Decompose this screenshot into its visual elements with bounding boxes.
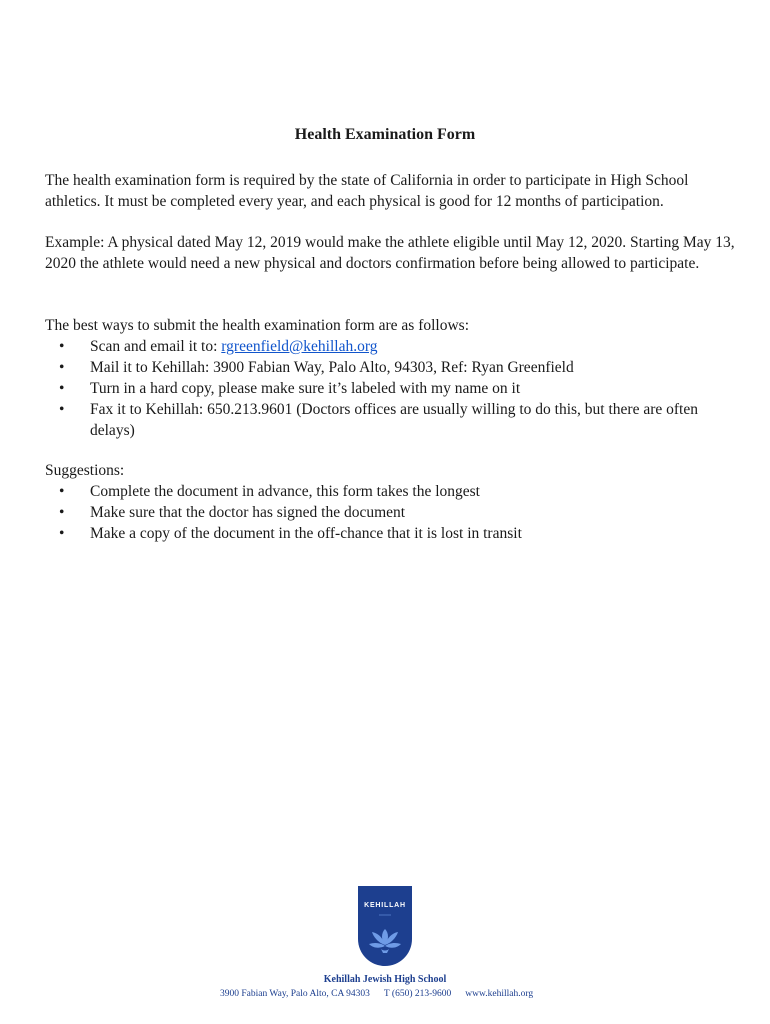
suggestions-heading: Suggestions:: [45, 462, 125, 479]
footer-contact: [220, 989, 533, 999]
logo-text: KEHILLAH: [364, 902, 406, 909]
bullet-icon: •: [59, 401, 65, 418]
suggestions-section: [45, 460, 735, 544]
submit-list: [45, 336, 735, 441]
footer-address: 3900 Fabian Way, Palo Alto, CA 94303: [220, 989, 370, 999]
list-item: [45, 523, 735, 544]
footer-website[interactable]: www.kehillah.org: [465, 989, 534, 999]
list-item-text: Complete the document in advance, this form takes the longest: [90, 483, 480, 500]
bullet-icon: •: [59, 525, 65, 542]
school-name: Kehillah Jewish High School: [323, 974, 447, 985]
bullet-icon: •: [59, 504, 65, 521]
footer-phone: T (650) 213-9600: [383, 989, 452, 999]
list-item: [45, 481, 735, 502]
list-item: [45, 502, 735, 523]
list-item-text: Make a copy of the document in the off-chance that it is lost in transit: [90, 525, 522, 542]
bullet-icon: •: [59, 380, 65, 397]
list-item-text: Make sure that the doctor has signed the document: [90, 504, 406, 521]
email-link[interactable]: rgreenfield@kehillah.org: [221, 338, 378, 355]
list-item-text: Fax it to Kehillah: 650.213.9601 (Doctors offices are usually willing to do this, but there are often delays): [90, 401, 698, 439]
list-item: [45, 378, 735, 399]
bullet-icon: •: [59, 338, 65, 355]
submit-heading: The best ways to submit the health examination form are as follows:: [45, 317, 469, 334]
page-title: Health Examination Form: [294, 126, 476, 143]
list-item: [45, 399, 735, 441]
suggestions-list: [45, 481, 735, 544]
list-item-text: Scan and email it to:: [90, 338, 222, 355]
example-paragraph: Example: A physical dated May 12, 2019 would make the athlete eligible until May 12, 2020. Starting May 13, 2020 the athlete would need a new physical and doctors confirmation before being allowed to participate.: [45, 234, 735, 272]
intro-paragraph: The health examination form is required by the state of California in order to participate in High School athletics. It must be completed every year, and each physical is good for 12 months of participation.: [45, 172, 689, 210]
kehillah-logo: [357, 885, 413, 967]
list-item-text: Turn in a hard copy, please make sure it’s labeled with my name on it: [90, 380, 521, 397]
bullet-icon: •: [59, 483, 65, 500]
submit-section: [45, 315, 735, 441]
list-item: [45, 357, 735, 378]
list-item: [45, 336, 735, 357]
list-item-text: Mail it to Kehillah: 3900 Fabian Way, Palo Alto, 94303, Ref: Ryan Greenfield: [90, 359, 574, 376]
bullet-icon: •: [59, 359, 65, 376]
